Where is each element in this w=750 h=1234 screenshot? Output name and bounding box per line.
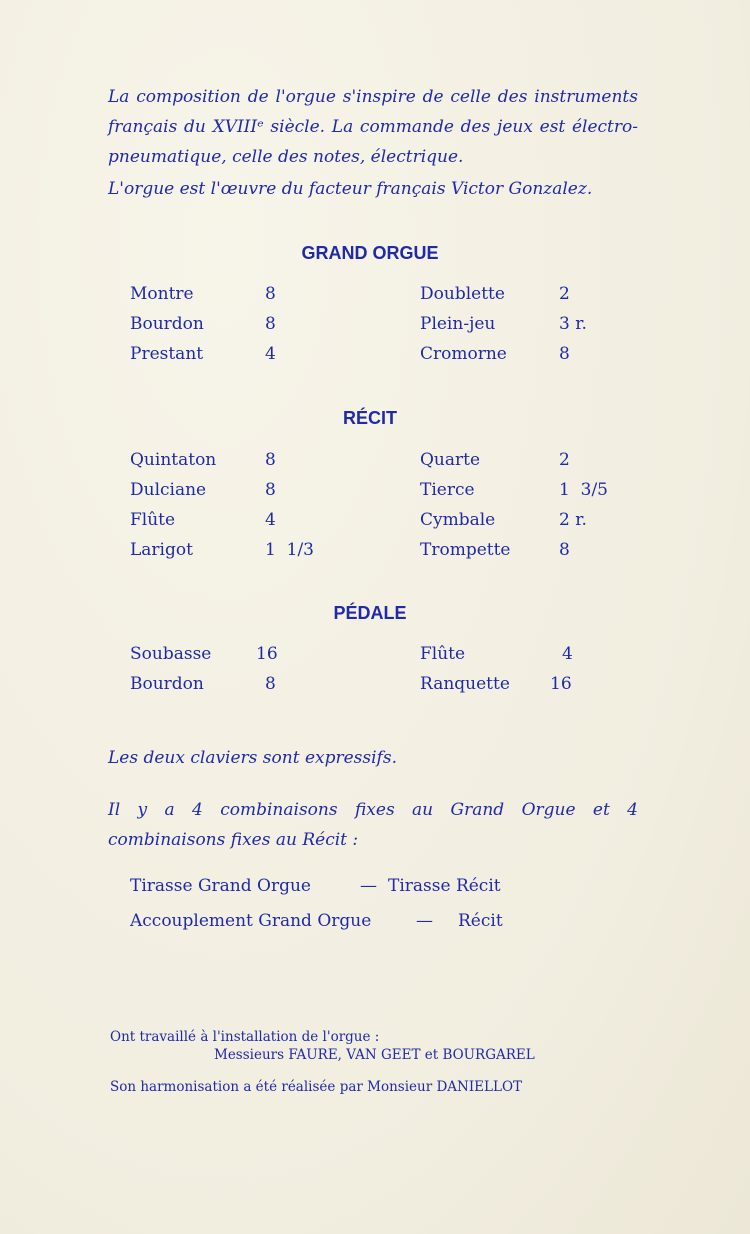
stop-name: Quintaton xyxy=(130,450,217,470)
stop-name: Prestant xyxy=(130,344,204,364)
coupler-left: Accouplement Grand Orgue xyxy=(130,911,372,931)
coupler-dash: — xyxy=(416,911,433,931)
stop-name: Soubasse xyxy=(130,644,212,664)
stop-name: Trompette xyxy=(420,540,511,560)
stop-name: Bourdon xyxy=(130,674,204,694)
note-expressive xyxy=(108,743,638,773)
stop-name: Flûte xyxy=(130,510,176,530)
credits-line-1: Ont travaillé à l'installation de l'orgue : xyxy=(110,1029,380,1045)
stop-name: Quarte xyxy=(420,450,481,470)
credits-line-3: Son harmonisation a été réalisée par Monsieur DANIELLOT xyxy=(110,1079,523,1095)
intro-line-1: La composition de l'orgue s'inspire de celle des instruments français du XVIIIᵉ siècle. La commande des jeux est électro-pneumatique, celle des notes, électrique. xyxy=(108,87,638,167)
intro-line-2: L'orgue est l'œuvre du facteur français Victor Gonzalez. xyxy=(108,179,593,199)
note-combinations-text: Il y a 4 combinaisons fixes au Grand Orgue et 4 combinaisons fixes au Récit : xyxy=(108,800,638,850)
stop-value: 3 r. xyxy=(559,314,587,334)
stop-value: 4 xyxy=(562,644,573,664)
note-combinations xyxy=(108,795,638,855)
stop-name: Bourdon xyxy=(130,314,204,334)
credits-line-2: Messieurs FAURE, VAN GEET et BOURGAREL xyxy=(214,1047,535,1063)
coupler-right: Tirasse Récit xyxy=(388,876,501,896)
stop-value: 4 xyxy=(265,510,276,530)
coupler-right: Récit xyxy=(458,911,503,931)
stop-name: Cymbale xyxy=(420,510,496,530)
coupler-left: Tirasse Grand Orgue xyxy=(130,876,311,896)
stop-name: Dulciane xyxy=(130,480,207,500)
stop-value: 1 1/3 xyxy=(265,540,314,560)
stop-value: 8 xyxy=(265,314,276,334)
stop-value: 2 xyxy=(559,450,570,470)
stop-name: Plein-jeu xyxy=(420,314,496,334)
coupler-dash: — xyxy=(360,876,377,896)
stop-name: Cromorne xyxy=(420,344,507,364)
section-title-recit: RÉCIT xyxy=(343,408,397,428)
stop-value: 8 xyxy=(265,284,276,304)
stop-value: 16 xyxy=(550,674,572,694)
stop-name: Larigot xyxy=(130,540,193,560)
intro-paragraph xyxy=(108,82,638,204)
stop-value: 4 xyxy=(265,344,276,364)
stop-value: 8 xyxy=(559,344,570,364)
stop-value: 1 3/5 xyxy=(559,480,608,500)
stop-value: 16 xyxy=(256,644,278,664)
stop-name: Doublette xyxy=(420,284,505,304)
stop-value: 8 xyxy=(559,540,570,560)
stop-name: Flûte xyxy=(420,644,466,664)
section-title-pedale: PÉDALE xyxy=(333,603,407,623)
note-expressive-text: Les deux claviers sont expressifs. xyxy=(108,748,397,768)
stop-name: Ranquette xyxy=(420,674,510,694)
stop-name: Montre xyxy=(130,284,194,304)
stop-name: Tierce xyxy=(420,480,475,500)
stop-value: 2 r. xyxy=(559,510,587,530)
stop-value: 8 xyxy=(265,674,276,694)
stop-value: 8 xyxy=(265,450,276,470)
stop-value: 2 xyxy=(559,284,570,304)
section-title-grand-orgue: GRAND ORGUE xyxy=(301,243,439,263)
stop-value: 8 xyxy=(265,480,276,500)
